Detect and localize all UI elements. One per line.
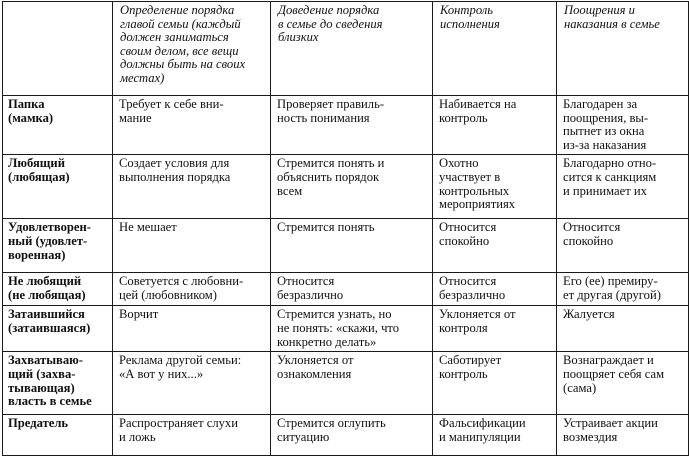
cell-text-line: контроль	[439, 366, 488, 381]
table-cell	[271, 273, 433, 306]
table-cell	[557, 306, 689, 352]
table-cell	[271, 415, 433, 456]
cell-text-line: и ложь	[119, 429, 156, 444]
cell-text-line: ность понимания	[277, 110, 370, 125]
row-label-cell	[3, 96, 113, 155]
cell-text-line: Его (ее) премиру-	[563, 274, 658, 289]
table-cell	[113, 415, 271, 456]
cell-text-line: и манипуляции	[439, 429, 521, 444]
cell-text-line: Папка	[8, 97, 45, 111]
cell-text-line: Захватываю-	[8, 353, 83, 368]
cell-text-line: Не мешает	[119, 220, 177, 235]
table-cell	[271, 219, 433, 273]
row-label-cell	[3, 415, 113, 456]
cell-text-line: выполнения порядка	[119, 169, 231, 184]
row-label-cell	[3, 352, 113, 415]
cell-text-line: Благодарен за	[563, 97, 638, 111]
cell-text-line: контроля	[439, 320, 488, 335]
cell-text-line: Уклоняется от	[277, 353, 354, 368]
table-cell	[433, 306, 557, 352]
cell-text-line: Стремится понять и	[277, 156, 385, 171]
cell-text-line: в семье до сведения	[278, 16, 383, 31]
table-cell	[113, 96, 271, 155]
cell-text-line: контроль	[439, 110, 488, 125]
cell-text-line: конкретно делать»	[277, 334, 377, 349]
cell-text-line: Относится	[439, 220, 497, 235]
table-cell	[557, 219, 689, 273]
table-cell	[433, 352, 557, 415]
cell-text-line: безразлично	[439, 287, 506, 302]
row-label-cell	[3, 155, 113, 219]
cell-text-line: мание	[119, 110, 152, 125]
cell-text-line: возмездия	[563, 429, 618, 444]
cell-text-line: поощрения, вы-	[563, 110, 649, 125]
cell-text-line: поощряет себя сам	[563, 366, 665, 381]
cell-text-line: (мамка)	[8, 110, 54, 125]
cell-text-line: Предатель	[8, 416, 69, 431]
row-label-cell	[3, 273, 113, 306]
header-cell	[433, 2, 557, 96]
family-order-table	[2, 1, 689, 456]
table-cell	[557, 273, 689, 306]
cell-text-line: и принимает их	[563, 183, 647, 198]
cell-text-line: Относится	[439, 274, 497, 289]
cell-text-line: спокойно	[439, 233, 490, 248]
cell-text-line: щий (захва-	[8, 366, 76, 381]
cell-text-line: Затаившийся	[8, 307, 85, 322]
table-cell	[557, 155, 689, 219]
cell-text-line: «А вот у них...»	[119, 366, 204, 381]
cell-text-line: цей (любовником)	[119, 287, 217, 302]
cell-text-line: Относится	[277, 274, 335, 289]
cell-text-line: Жалуется	[563, 307, 615, 322]
table-body	[3, 96, 689, 456]
cell-text-line: Стремится узнать, но	[277, 307, 392, 322]
cell-text-line: спокойно	[563, 233, 614, 248]
cell-text-line: близких	[278, 30, 319, 45]
cell-text-line: исполнения	[440, 16, 500, 31]
cell-text-line: Определение порядка	[120, 3, 235, 17]
cell-text-line: Набивается на	[439, 97, 517, 111]
cell-text-line: не понять: «скажи, что	[277, 320, 400, 335]
table-cell	[557, 415, 689, 456]
cell-text-line: ет другая (другой)	[563, 287, 661, 302]
table-cell	[433, 219, 557, 273]
cell-text-line: Любящий	[8, 156, 65, 171]
table-row	[3, 352, 689, 415]
table-cell	[433, 96, 557, 155]
table-cell	[271, 155, 433, 219]
cell-text-line: Проверяет правиль-	[277, 97, 385, 111]
cell-text-line: Охотно	[439, 156, 479, 171]
table-cell	[271, 306, 433, 352]
cell-text-line: Доведение порядка	[278, 3, 380, 17]
row-label-cell	[3, 219, 113, 273]
table-cell	[271, 96, 433, 155]
cell-text-line: тывающая)	[8, 380, 75, 395]
cell-text-line: Благодарно отно-	[563, 156, 657, 171]
cell-text-line: Относится	[563, 220, 621, 235]
cell-text-line: Вознаграждает и	[563, 353, 654, 368]
cell-text-line: безразлично	[277, 287, 344, 302]
table-header	[3, 2, 689, 96]
cell-text-line: объяснить порядок	[277, 169, 380, 184]
row-label-cell	[3, 306, 113, 352]
cell-text-line: Фальсификации	[439, 416, 526, 431]
cell-text-line: наказания в семье	[564, 16, 660, 31]
cell-text-line: Не любящий	[8, 274, 82, 289]
table-row	[3, 96, 689, 155]
cell-text-line: местах)	[120, 70, 165, 85]
table-cell	[113, 273, 271, 306]
header-cell	[271, 2, 433, 96]
cell-text-line: (не любящая)	[8, 287, 86, 302]
table-cell	[557, 352, 689, 415]
cell-text-line: всем	[277, 183, 303, 198]
header-row	[3, 2, 689, 96]
table-cell	[433, 155, 557, 219]
cell-text-line: Поощрения и	[564, 3, 635, 17]
table-row	[3, 273, 689, 306]
cell-text-line: Саботирует	[439, 353, 502, 368]
header-corner-cell	[3, 2, 113, 96]
table-cell	[113, 155, 271, 219]
cell-text-line: Контроль	[440, 3, 494, 17]
table-cell	[113, 219, 271, 273]
cell-text-line: ситуацию	[277, 429, 330, 444]
table-cell	[113, 306, 271, 352]
cell-text-line: Стремится оглупить	[277, 416, 386, 431]
cell-text-line: ознакомления	[277, 366, 352, 381]
table-row	[3, 306, 689, 352]
table-cell	[557, 96, 689, 155]
table-cell	[113, 352, 271, 415]
cell-text-line: Ворчит	[119, 307, 159, 322]
cell-text-line: Удовлетворен-	[8, 220, 91, 235]
cell-text-line: Создает условия для	[119, 156, 230, 171]
cell-text-line: мероприятиях	[439, 197, 516, 212]
cell-text-line: (затаившаяся)	[8, 320, 91, 335]
cell-text-line: сится к санкциям	[563, 169, 657, 184]
table-cell	[433, 415, 557, 456]
cell-text-line: должны быть на своих	[120, 57, 246, 72]
table-row	[3, 155, 689, 219]
cell-text-line: Советуется с любовни-	[119, 274, 244, 289]
cell-text-line: ный (удовлет-	[8, 233, 88, 248]
cell-text-line: воренная)	[8, 247, 66, 262]
cell-text-line: пытнет из окна	[563, 124, 645, 139]
cell-text-line: Устраивает акции	[563, 416, 658, 431]
cell-text-line: контрольных	[439, 183, 510, 198]
cell-text-line: Уклоняется от	[439, 307, 516, 322]
table-row	[3, 415, 689, 456]
cell-text-line: Реклама другой семьи:	[119, 353, 242, 368]
header-cell	[557, 2, 689, 96]
cell-text-line: своим делом, все вещи	[120, 43, 239, 58]
cell-text-line: главой семьи (каждый	[120, 16, 241, 31]
table-cell	[271, 352, 433, 415]
cell-text-line: из-за наказания	[563, 137, 647, 152]
table-row	[3, 219, 689, 273]
cell-text-line: (любящая)	[8, 169, 70, 184]
cell-text-line: власть в семье	[8, 394, 92, 409]
cell-text-line: Стремится понять	[277, 220, 375, 235]
cell-text-line: Распространяет слухи	[119, 416, 238, 431]
cell-text-line: Требует к себе вни-	[119, 97, 224, 111]
cell-text-line: должен заниматься	[120, 30, 229, 45]
table-cell	[433, 273, 557, 306]
cell-text-line: (сама)	[563, 380, 597, 395]
header-cell	[113, 2, 271, 96]
cell-text-line: участвует в	[439, 169, 501, 184]
